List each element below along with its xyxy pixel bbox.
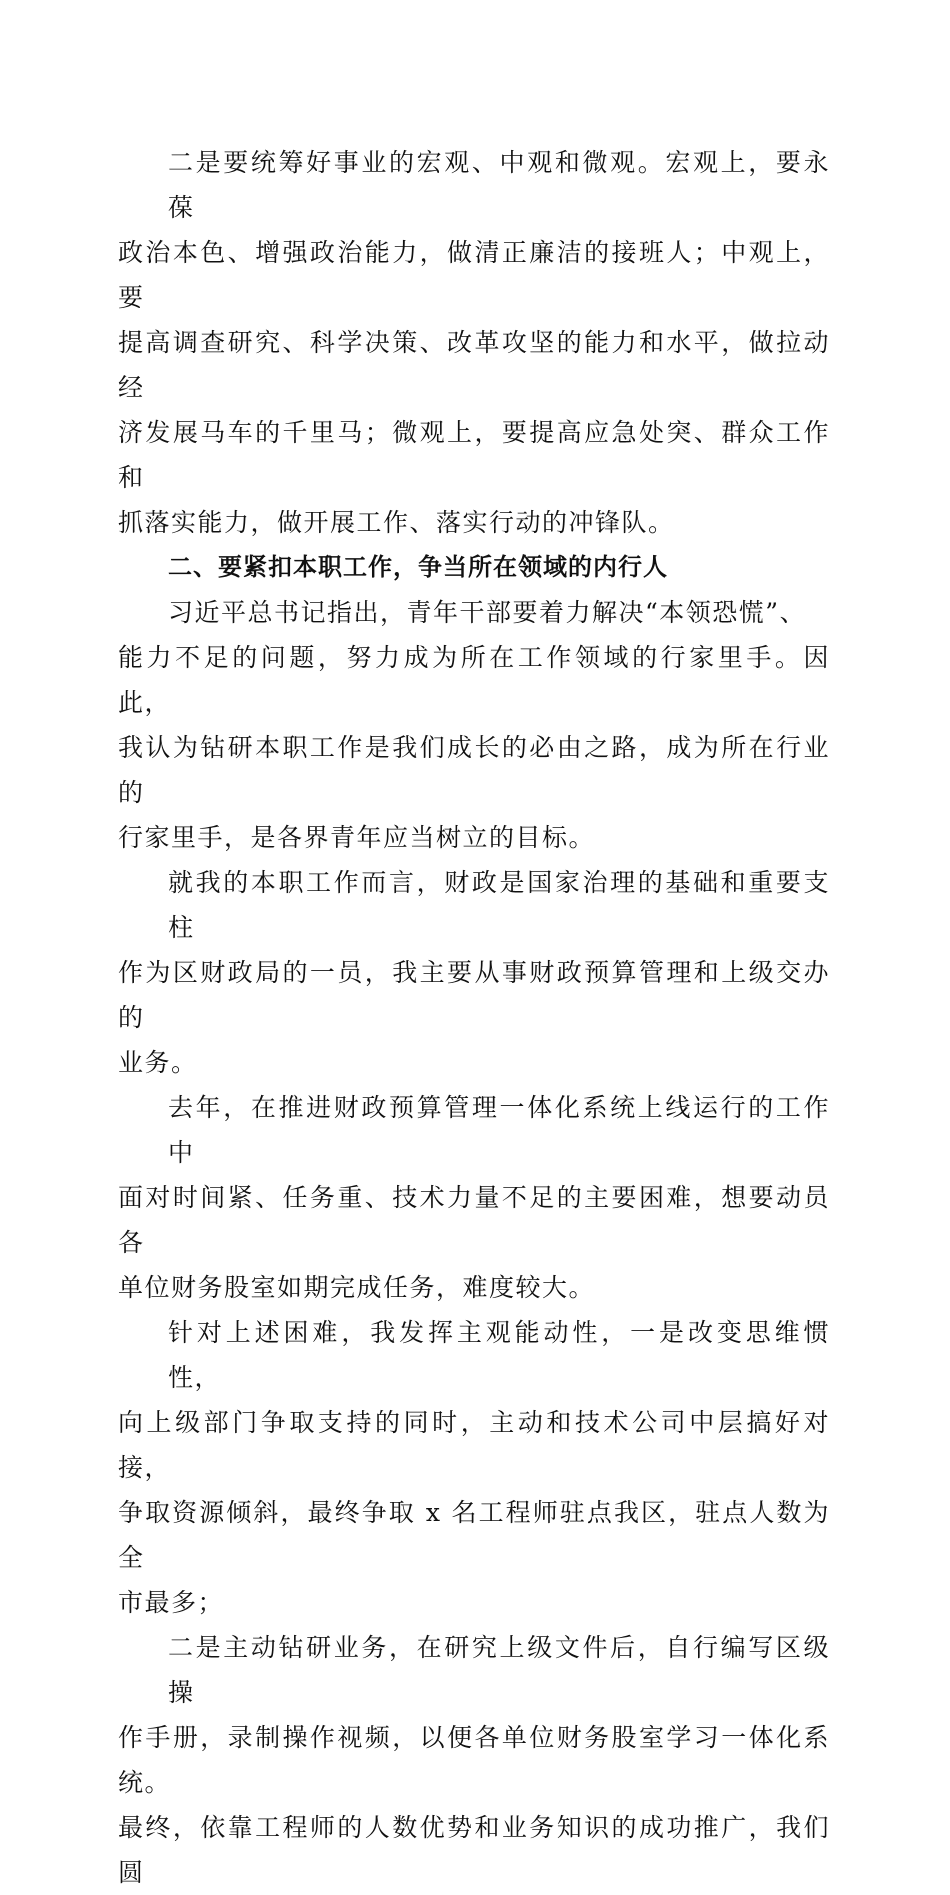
- text-line: 习近平总书记指出，青年干部要着力解决“本领恐慌”、: [168, 598, 807, 627]
- paragraph-quote: [118, 590, 830, 860]
- text-line: 行家里手，是各界青年应当树立的目标。: [118, 823, 596, 852]
- section-heading: 二、要紧扣本职工作，争当所在领域的内行人: [168, 553, 668, 581]
- text-line: 去年，在推进财政预算管理一体化系统上线运行的工作中: [168, 1093, 830, 1167]
- text-line: 济发展马车的千里马；微观上，要提高应急处突、群众工作和: [118, 418, 830, 492]
- text-line: 最终，依靠工程师的人数优势和业务知识的成功推广，我们圆: [118, 1813, 830, 1887]
- text-line: 能力不足的问题，努力成为所在工作领域的行家里手。因此，: [118, 643, 830, 717]
- document-body: [118, 140, 830, 1895]
- text-line: 作手册，录制操作视频，以便各单位财务股室学习一体化系统。: [118, 1723, 830, 1797]
- paragraph-my-duties: [118, 860, 830, 1085]
- paragraph-overall-planning: [118, 140, 830, 545]
- text-line: 面对时间紧、任务重、技术力量不足的主要困难，想要动员各: [118, 1183, 830, 1257]
- text-line: 市最多；: [118, 1588, 225, 1617]
- text-line: 提高调查研究、科学决策、改革攻坚的能力和水平，做拉动经: [118, 328, 830, 402]
- paragraph-last-year: [118, 1085, 830, 1310]
- text-line: 针对上述困难，我发挥主观能动性，一是改变思维惯性，: [168, 1318, 830, 1392]
- text-line: 我认为钻研本职工作是我们成长的必由之路，成为所在行业的: [118, 733, 830, 807]
- text-line: 单位财务股室如期完成任务，难度较大。: [118, 1273, 596, 1302]
- text-line: 二是主动钻研业务，在研究上级文件后，自行编写区级操: [168, 1633, 830, 1707]
- text-line: 抓落实能力，做开展工作、落实行动的冲锋队。: [118, 508, 675, 537]
- text-line: 向上级部门争取支持的同时，主动和技术公司中层搞好对接，: [118, 1408, 830, 1482]
- paragraph-response: [118, 1310, 830, 1625]
- text-line: 争取资源倾斜，最终争取 x 名工程师驻点我区，驻点人数为全: [118, 1498, 830, 1572]
- paragraph-second-measure: [118, 1625, 830, 1895]
- text-line: 就我的本职工作而言，财政是国家治理的基础和重要支柱: [168, 868, 830, 942]
- text-line: 作为区财政局的一员，我主要从事财政预算管理和上级交办的: [118, 958, 830, 1032]
- text-line: 二是要统筹好事业的宏观、中观和微观。宏观上，要永葆: [168, 148, 830, 222]
- text-line: 政治本色、增强政治能力，做清正廉洁的接班人；中观上，要: [118, 238, 830, 312]
- text-line: 业务。: [118, 1048, 198, 1077]
